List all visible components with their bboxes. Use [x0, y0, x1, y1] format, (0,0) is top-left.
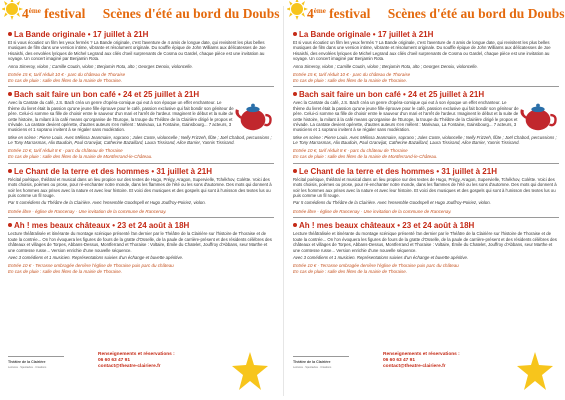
logo-tagline: Lectures · Spectacles · Créations	[8, 366, 47, 369]
event-description: Récital poétique, théâtral et musical dans un lieu propice sur des textes de Hugo, Prégy, Aragon, Supervielle, Tchékhov, Colétte. Voici des mots choisis, poèmes ou prose, pour ré-enchanter notre monde, dans les flammes de l'été ou les sons d'automne. Des mots qui donnent à voir les hommes aux prises avec la nature et avec leur histoire. Et voici des musiques et des gospels qui sont à l'unisson des textes lus ou puis comme un fil rouge.	[293, 176, 557, 198]
theatre-logo	[293, 356, 349, 377]
edition-suffix: ème	[313, 7, 326, 15]
event-rain-venue: En cas de pluie : salle des fêtes de la mairie de Thoraise.	[8, 77, 123, 83]
event-cast: Avec 3 comédiens et 1 musicien. Représentations suivies d'un échange et buvette apéritive.	[293, 255, 469, 261]
event-rain-venue: En cas de pluie : salle des fêtes de la mairie de Montferrand-le-Château.	[8, 154, 153, 160]
event-section	[287, 167, 565, 215]
bullet-icon	[293, 32, 297, 36]
section-divider	[293, 86, 559, 87]
event-description: Récital poétique, théâtral et musical dans un lieu propice sur des textes de Hugo, Prégy, Aragon, Supervielle, Tchékhov, Colétte. Voici des mots choisis, poèmes ou prose, pour ré-enchanter notre monde, dans les flammes de l'été ou les sons d'automne. Des mots qui donnent à voir les hommes aux prises avec la nature et avec leur histoire. Et voici des musiques et des gospels qui sont à l'unisson des textes lus ou puis comme un fil rouge.	[8, 176, 272, 198]
logo-name: Théâtre de la Clairière	[8, 360, 46, 364]
page-divider	[283, 6, 284, 396]
phone-number: 06 60 63 47 91	[98, 358, 131, 364]
bullet-icon	[8, 223, 12, 227]
event-venue: Entrée libre · église de Rancenay · Une invitation de la commune de Rancenay.	[8, 208, 167, 214]
event-cast: Mise en scène : Pierre Louis. Avec Mélissa Jeanmaire, soprano ; Jules Coste, violoncelle ; Nelly Frizzeh, flûte ; Joël Chabod, percussions ; Le Tony Marrasmas, Alix Baudoin, Paul Granvijat, Catherine Bazaillard, Laura Tissirand, Alice Barrier, Yannis Tissirand.	[293, 134, 557, 146]
event-rain-venue: En cas de pluie : salle des fêtes de la mairie de Thoraise.	[293, 269, 408, 275]
event-description: Avec la Cantate du café, J.S. Bach créa un genre d'opéra-comique qui eut à son époque un effet enchanteur. Le thème du livret était la passion qu'une jeune fille éprouve pour le café, passion exclusive qui fait bondir son géniteur de père. Celui-ci somme sa fille de choisir entre le sauveur d'un mari et l'arrêt de l'ardeur. Imaginent le début et la suite de cette histoire, la milant à la café means qu'organise de l'Europe, la troupe du Théâtre de la Clairière dirigé le propos et s'évade. La cantate devient opérette, d'autres auteurs s'en mêlent : Marivaux, La Fontaine, Gainsbourg... 7 acteurs, 3 musiciens et 1 soprano invitent à se régaler sans modération.	[293, 100, 519, 133]
festival-name: Scènes d'été au bord du Doubs	[102, 6, 280, 21]
section-divider	[8, 86, 274, 87]
edition-word: festival	[44, 6, 86, 21]
event-cast: Par 5 comédiens du Théâtre de la Clairière. Avec l'ensemble Goodspell et Hugo Jouffroy-Poiriez, violon.	[8, 200, 206, 206]
edition-suffix: ème	[28, 7, 41, 15]
bullet-icon	[293, 92, 297, 96]
event-venue: Entrée 15 €, tarif réduit 10 € · parc du château de Thoraise	[293, 71, 411, 77]
event-title: Le Chant de la terre et des hommes • 31 juillet à 21H	[293, 167, 559, 176]
star-icon	[230, 350, 270, 394]
flyer-footer	[293, 350, 559, 394]
reservations-block	[383, 352, 460, 371]
event-section	[287, 221, 565, 274]
event-venue: Entrée 10 € · Terrasse ombragée derrière l'église de Thoraise puis parc du château	[8, 263, 174, 269]
reservations-label: Renseignements et réservations :	[98, 352, 175, 357]
bullet-icon	[8, 92, 12, 96]
event-title: La Bande originale • 17 juillet à 21H	[293, 30, 559, 39]
bullet-icon	[8, 32, 12, 36]
bullet-icon	[293, 169, 297, 173]
event-section	[2, 30, 280, 83]
event-description: Lecture théâtralisée et itinérante du montage scénique présenté l'an dernier par le Théâtre de la Clairière sur l'histoire de Thoraise et de toute la contrée... On l'on évoquera les figures de fours de la gratte d'Osselle, de la paule de carrière-présent et des résidents célèbres des châteaux et villages de Torpes, Abbans-Dessus, Montferrand et Thoraise : Voltaire, Émile du Chatelet, Jouffroy d'Abbans, seur Marthe et une comtesse russe... Version enrichie d'une nouvelle séquence.	[8, 231, 272, 253]
event-cast: Par 5 comédiens du Théâtre de la Clairière. Avec l'ensemble Goodspell et Hugo Jouffroy-Poiriez, violon.	[293, 200, 491, 206]
event-title: Le Chant de la terre et des hommes • 31 juillet à 21H	[8, 167, 274, 176]
flyer-header	[287, 0, 565, 30]
flyer-header	[2, 0, 280, 30]
section-divider	[293, 163, 559, 164]
event-venue: Entrée 10 €, tarif réduit 8 € · parc du château de Thoraise	[293, 148, 408, 154]
event-venue: Entrée 15 €, tarif réduit 10 € · parc du château de Thoraise	[8, 71, 126, 77]
event-title: Bach sait faire un bon café • 24 et 25 juillet à 21H	[293, 90, 559, 99]
edition-word: festival	[329, 6, 371, 21]
event-rain-venue: En cas de pluie : salle des fêtes de la mairie de Montferrand-le-Château.	[293, 154, 438, 160]
event-section	[2, 221, 280, 274]
event-section	[287, 90, 565, 159]
teapot-icon	[234, 96, 272, 134]
teapot-icon	[519, 96, 557, 134]
flyer-page-left	[2, 0, 280, 400]
event-title: Bach sait faire un bon café • 24 et 25 juillet à 21H	[8, 90, 274, 99]
section-divider	[8, 217, 274, 218]
phone-number: 06 60 63 47 91	[383, 358, 416, 364]
bullet-icon	[293, 223, 297, 227]
event-rain-venue: En cas de pluie : salle des fêtes de la mairie de Thoraise.	[293, 77, 408, 83]
theatre-logo	[8, 356, 64, 377]
event-description: Lecture théâtralisée et itinérante du montage scénique présenté l'an dernier par le Théâtre de la Clairière sur l'histoire de Thoraise et de toute la contrée... On l'on évoquera les figures de fours de la gratte d'Osselle, de la paule de carrière-présent et des résidents célèbres des châteaux et villages de Torpes, Abbans-Dessus, Montferrand et Thoraise : Voltaire, Émile du Chatelet, Jouffroy d'Abbans, seur Marthe et une comtesse russe... Version enrichie d'une nouvelle séquence.	[293, 231, 557, 253]
event-venue: Entrée libre · église de Rancenay · Une invitation de la commune de Rancenay.	[293, 208, 452, 214]
contact-email[interactable]: contact@theatre-clairiere.fr	[98, 364, 161, 370]
logo-name: Théâtre de la Clairière	[293, 360, 331, 364]
event-cast: Mise en scène : Pierre Louis. Avec Mélissa Jeanmaire, soprano ; Jules Coste, violoncelle ; Nelly Frizzeh, flûte ; Joël Chabod, percussions ; Le Tony Marrasmas, Alix Baudoin, Paul Granvijat, Catherine Bazaillard, Laura Tissirand, Alice Barrier, Yannis Tissirand.	[8, 134, 272, 146]
event-title: Ah ! mes beaux châteaux • 23 et 24 août à 18H	[8, 221, 274, 230]
logo-tagline: Lectures · Spectacles · Créations	[293, 366, 332, 369]
event-description: Et si vous écoutiez un film les yeux fermés ? La Bande originale, c'est l'aventure de 4 amis de longue date, qui revisitent les plus belles musiques de film dans une version intime, vibrante et résolument originale. Du souffle épique de John Williams aux délicatesses de Joe Hisaishi, des envolées lyriques de Michel Legrand aux cliés d'oeil surprenants de Cosma ou Gardel, chaque pièce est une invitation au voyage. Un concert imaginé par Benjamin Rota.	[293, 40, 551, 62]
event-cast: Anna Simeroy, violon ; Camille Coutin, violon ; Benjamin Rota, alto ; Georges Denoix, violoncelle.	[8, 63, 193, 69]
star-icon	[515, 350, 555, 394]
event-venue: Entrée 10 €, tarif réduit 8 € · parc du château de Thoraise	[8, 148, 123, 154]
event-title: Ah ! mes beaux châteaux • 23 et 24 août à 18H	[293, 221, 559, 230]
reservations-label: Renseignements et réservations :	[383, 352, 460, 357]
flyer-page-right	[287, 0, 565, 400]
event-section	[2, 90, 280, 159]
event-cast: Avec 3 comédiens et 1 musicien. Représentations suivies d'un échange et buvette apéritive.	[8, 255, 184, 261]
event-title: La Bande originale • 17 juillet à 21H	[8, 30, 274, 39]
event-section	[287, 30, 565, 83]
reservations-block	[98, 352, 175, 371]
event-section	[2, 167, 280, 215]
event-description: Et si vous écoutiez un film les yeux fermés ? La Bande originale, c'est l'aventure de 4 amis de longue date, qui revisitent les plus belles musiques de film dans une version intime, vibrante et résolument originale. Du souffle épique de John Williams aux délicatesses de Joe Hisaishi, des envolées lyriques de Michel Legrand aux cliés d'oeil surprenants de Cosma ou Gardel, chaque pièce est une invitation au voyage. Un concert imaginé par Benjamin Rota.	[8, 40, 266, 62]
event-description: Avec la Cantate du café, J.S. Bach créa un genre d'opéra-comique qui eut à son époque un effet enchanteur. Le thème du livret était la passion qu'une jeune fille éprouve pour le café, passion exclusive qui fait bondir son géniteur de père. Celui-ci somme sa fille de choisir entre le sauveur d'un mari et l'arrêt de l'ardeur. Imaginent le début et la suite de cette histoire, la milant à la café means qu'organise de l'Europe, la troupe du Théâtre de la Clairière dirigé le propos et s'évade. La cantate devient opérette, d'autres auteurs s'en mêlent : Marivaux, La Fontaine, Gainsbourg... 7 acteurs, 3 musiciens et 1 soprano invitent à se régaler sans modération.	[8, 100, 234, 133]
event-venue: Entrée 10 € · Terrasse ombragée derrière l'église de Thoraise puis parc du château	[293, 263, 459, 269]
bullet-icon	[8, 169, 12, 173]
edition-number: 4	[22, 6, 29, 21]
flyer-footer	[8, 350, 274, 394]
festival-title	[22, 6, 279, 22]
event-rain-venue: En cas de pluie : salle des fêtes de la mairie de Thoraise.	[8, 269, 123, 275]
festival-title	[307, 6, 564, 22]
section-divider	[293, 217, 559, 218]
section-divider	[8, 163, 274, 164]
edition-number: 4	[307, 6, 314, 21]
event-cast: Anna Simeroy, violon ; Camille Coutin, violon ; Benjamin Rota, alto ; Georges Denoix, violoncelle.	[293, 63, 478, 69]
contact-email[interactable]: contact@theatre-clairiere.fr	[383, 364, 446, 370]
festival-name: Scènes d'été au bord du Doubs	[387, 6, 565, 21]
